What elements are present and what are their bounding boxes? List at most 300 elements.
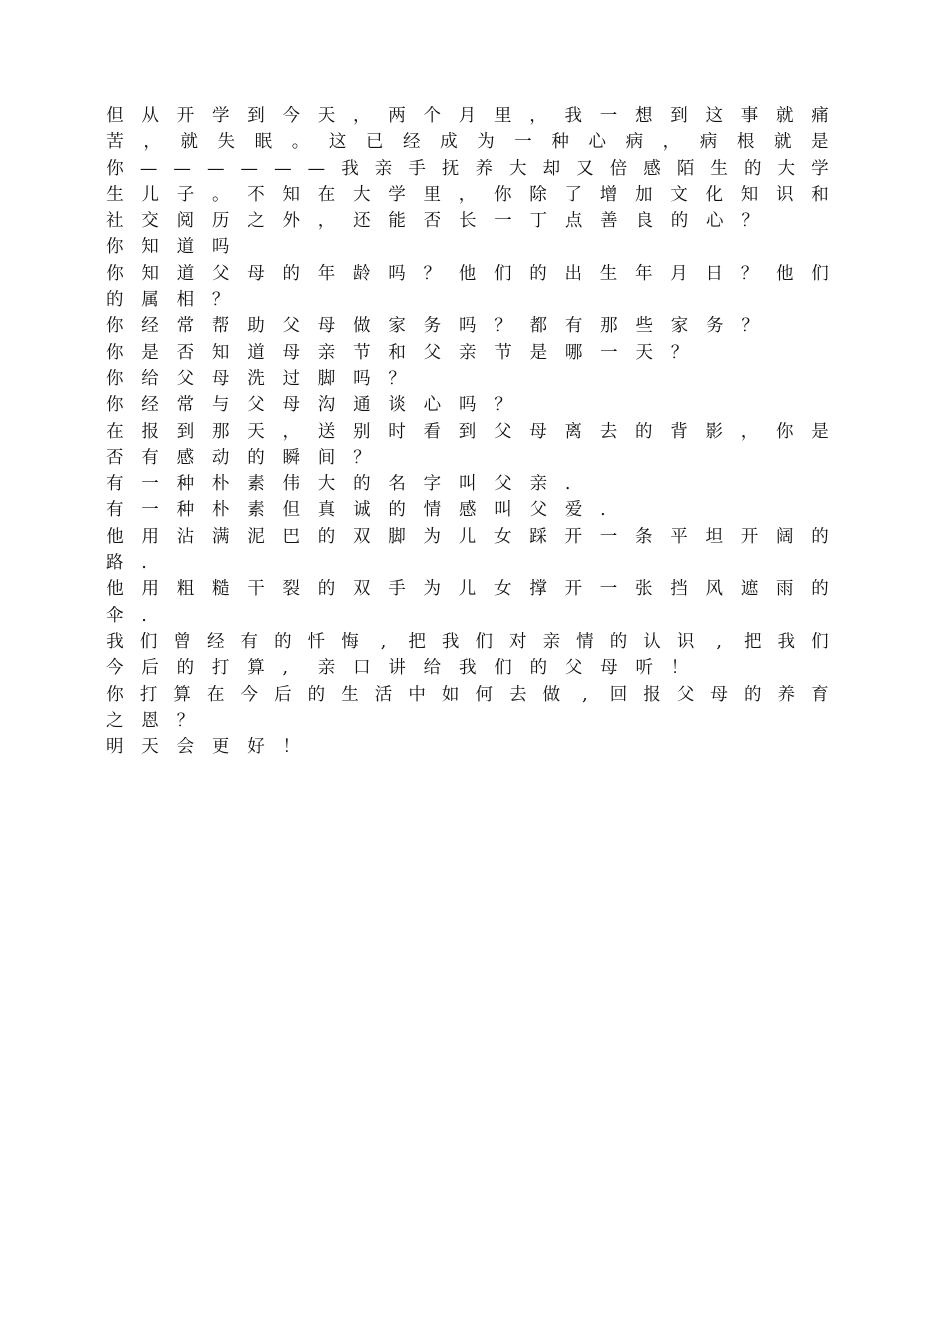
text-char: .: [600, 500, 606, 521]
text-char: 巴: [282, 526, 300, 547]
text-char: 的: [247, 447, 265, 468]
text-char: 的: [274, 631, 292, 652]
text-char: 良: [635, 211, 653, 232]
text-char: 根: [736, 132, 755, 153]
text-line: [106, 419, 829, 445]
text-char: ？: [741, 211, 759, 232]
text-char: 养: [475, 158, 493, 179]
text-char: 抚: [441, 158, 460, 179]
text-char: 叫: [458, 474, 477, 495]
text-char: 口: [353, 658, 371, 679]
text-char: 母: [282, 395, 300, 416]
text-char: 大: [353, 184, 371, 205]
text-char: 今: [240, 684, 258, 705]
text-char: 后: [141, 658, 159, 679]
text-char: 龄: [353, 263, 371, 284]
text-char: 我: [458, 658, 477, 679]
text-char: 用: [141, 579, 159, 600]
text-line: [106, 103, 829, 129]
text-char: 天: [247, 421, 265, 442]
text-char: —: [139, 158, 158, 179]
text-char: 的: [811, 526, 829, 547]
text-char: 今: [106, 658, 124, 679]
text-char: 吗: [458, 395, 477, 416]
text-char: 两: [388, 106, 406, 126]
text-char: 到: [247, 106, 265, 126]
text-char: 的: [317, 526, 336, 547]
text-char: ？: [423, 263, 441, 284]
text-char: 社: [106, 211, 124, 232]
text-char: 这: [328, 132, 347, 153]
text-char: 回: [609, 684, 628, 705]
text-char: 别: [353, 421, 371, 442]
text-char: 成: [440, 132, 458, 153]
text-char: 瞬: [282, 447, 300, 468]
text-char: 经: [141, 395, 159, 416]
text-char: 朴: [211, 500, 230, 521]
text-char: 学: [212, 106, 230, 126]
text-char: 到: [176, 421, 195, 442]
text-line: [106, 392, 829, 418]
text-char: 离: [564, 421, 582, 442]
text-char: 吗: [458, 316, 477, 337]
text-char: 看: [423, 421, 441, 442]
text-char: 一: [600, 342, 618, 363]
text-char: 满: [212, 526, 230, 547]
text-char: 他: [776, 263, 794, 284]
text-char: 就: [773, 132, 792, 153]
text-char: 情: [423, 500, 442, 521]
text-char: 都: [529, 316, 548, 337]
text-char: 你: [106, 684, 124, 705]
text-char: 沟: [317, 395, 336, 416]
text-char: 你: [106, 316, 124, 337]
text-char: 阅: [176, 211, 195, 232]
text-char: 双: [353, 526, 371, 547]
text-char: 病: [699, 132, 718, 153]
text-char: 文: [670, 184, 688, 205]
text-char: ，: [458, 184, 477, 205]
text-line: [106, 497, 829, 523]
text-line: [106, 287, 829, 313]
text-char: 算: [247, 658, 265, 679]
text-char: 但: [282, 500, 300, 521]
text-char: 他: [106, 526, 124, 547]
text-char: 常: [176, 395, 195, 416]
text-char: 为: [423, 526, 441, 547]
text-char: 撑: [529, 579, 547, 600]
text-char: 化: [705, 184, 723, 205]
text-char: 的: [609, 631, 628, 652]
text-char: 父: [494, 474, 512, 495]
text-char: 沾: [176, 526, 195, 547]
text-char: 能: [388, 211, 406, 232]
text-char: —: [173, 158, 191, 179]
text-char: 活: [374, 684, 393, 705]
text-char: 还: [353, 211, 371, 232]
text-char: ，: [353, 106, 371, 126]
text-char: 了: [564, 184, 582, 205]
text-char: 到: [458, 421, 477, 442]
text-char: ,: [282, 658, 289, 679]
text-line: [106, 471, 829, 497]
text-char: ？: [176, 710, 195, 731]
text-char: 粗: [176, 579, 195, 600]
text-char: 务: [423, 316, 442, 337]
text-line: [106, 234, 829, 260]
text-char: 有: [240, 631, 258, 652]
text-char: 道: [247, 342, 265, 363]
text-char: 母: [529, 421, 547, 442]
text-char: 影: [705, 421, 723, 442]
text-char: 亲: [317, 658, 336, 679]
text-line: [106, 445, 829, 471]
text-char: .: [141, 605, 147, 626]
text-char: 我: [777, 631, 795, 652]
text-char: ？: [494, 316, 512, 337]
text-char: 做: [353, 316, 371, 337]
text-char: 打: [211, 658, 230, 679]
text-char: 善: [600, 211, 618, 232]
text-char: 情: [576, 631, 594, 652]
text-char: 的: [176, 658, 195, 679]
text-char: 间: [317, 447, 336, 468]
text-char: 在: [317, 184, 336, 205]
text-char: 开: [740, 526, 759, 547]
text-char: 点: [564, 211, 583, 232]
text-char: 名: [388, 474, 406, 495]
text-line: [106, 129, 829, 155]
text-char: 感: [176, 447, 195, 468]
text-char: 你: [106, 237, 124, 258]
text-char: 讲: [388, 658, 406, 679]
text-char: ，: [317, 211, 336, 232]
text-char: 增: [599, 184, 618, 205]
text-char: 和: [388, 342, 406, 363]
text-char: 踩: [529, 526, 547, 547]
text-char: 是: [811, 421, 829, 442]
text-char: 心: [706, 211, 724, 232]
text-char: 的: [317, 579, 336, 600]
text-char: 谈: [388, 395, 406, 416]
text-char: ，: [529, 106, 547, 126]
text-char: 痛: [811, 106, 829, 126]
text-char: 裂: [282, 579, 300, 600]
text-char: 知: [211, 342, 230, 363]
text-line: [106, 655, 829, 681]
text-line: [106, 629, 829, 655]
text-char: 条: [635, 526, 653, 547]
text-char: 动: [211, 447, 230, 468]
text-char: 母: [282, 342, 300, 363]
text-line: [106, 734, 829, 760]
text-char: 加: [635, 184, 653, 205]
text-char: 的: [635, 421, 653, 442]
text-char: 一: [494, 211, 512, 232]
text-char: 素: [247, 474, 265, 495]
text-char: 是: [529, 342, 548, 363]
text-line: [106, 708, 829, 734]
text-char: 母: [317, 316, 336, 337]
text-char: 学: [388, 184, 406, 205]
text-char: 挡: [670, 579, 688, 600]
text-char: 这: [705, 106, 723, 126]
text-char: 天: [635, 342, 653, 363]
text-char: 认: [643, 631, 661, 652]
text-char: 就: [776, 106, 794, 126]
text-char: 儿: [141, 184, 159, 205]
text-char: 识: [676, 631, 695, 652]
text-char: 忏: [307, 631, 326, 652]
text-char: 母: [710, 684, 728, 705]
text-char: 常: [176, 316, 195, 337]
text-char: 们: [475, 631, 493, 652]
text-char: 亲: [374, 158, 393, 179]
text-char: 爱: [564, 500, 583, 521]
text-char: 知: [141, 263, 159, 284]
text-char: 。: [291, 132, 310, 153]
text-char: 阔: [776, 526, 794, 547]
text-char: 那: [212, 421, 230, 442]
text-char: 的: [353, 474, 371, 495]
text-char: 的: [743, 684, 762, 705]
text-char: 父: [564, 658, 583, 679]
text-char: 如: [441, 684, 460, 705]
text-char: ？: [211, 290, 230, 311]
text-char: —: [274, 158, 292, 179]
text-char: 亲: [529, 474, 548, 495]
text-char: 。: [212, 184, 230, 205]
text-char: 们: [494, 263, 512, 284]
text-char: 过: [282, 368, 300, 389]
text-char: 道: [176, 263, 195, 284]
text-char: 双: [353, 579, 371, 600]
text-char: 生: [599, 263, 618, 284]
text-char: 与: [211, 395, 230, 416]
text-char: .: [564, 474, 571, 495]
text-char: ？: [670, 342, 689, 363]
text-char: 的: [282, 263, 300, 284]
text-char: 一: [599, 579, 618, 600]
text-char: 女: [494, 526, 512, 547]
text-line: [106, 313, 829, 339]
text-char: 伟: [282, 474, 300, 495]
text-char: 月: [458, 106, 477, 126]
text-char: 你: [776, 421, 794, 442]
text-char: ？: [494, 395, 512, 416]
text-char: 长: [458, 211, 477, 232]
text-char: ，: [143, 132, 161, 153]
text-char: 恩: [141, 710, 159, 731]
text-char: 我: [564, 106, 582, 126]
text-char: 之: [106, 710, 124, 731]
text-char: 给: [141, 368, 159, 389]
text-char: 报: [141, 421, 159, 442]
text-char: 节: [494, 342, 512, 363]
text-char: 伞: [106, 605, 124, 626]
text-char: 不: [247, 184, 265, 205]
text-char: 育: [811, 684, 829, 705]
text-char: 的: [106, 290, 124, 311]
text-char: 我: [441, 631, 460, 652]
text-char: 干: [247, 579, 265, 600]
text-char: 报: [643, 684, 661, 705]
text-char: 里: [423, 184, 441, 205]
text-char: 大: [317, 474, 336, 495]
text-char: 母: [247, 263, 265, 284]
text-char: 有: [106, 474, 124, 495]
text-char: 的: [811, 579, 829, 600]
text-char: 平: [670, 526, 688, 547]
text-char: 历: [211, 211, 230, 232]
text-char: 好: [247, 737, 265, 758]
text-char: 大: [777, 158, 795, 179]
text-char: 节: [353, 342, 371, 363]
text-char: 母: [600, 658, 618, 679]
text-char: 路: [106, 553, 124, 574]
text-char: 悔: [341, 631, 359, 652]
text-char: 又: [576, 158, 594, 179]
text-char: 在: [106, 421, 124, 442]
text-char: 你: [106, 342, 124, 363]
text-char: 一: [599, 526, 618, 547]
text-char: 对: [509, 631, 527, 652]
text-line: [106, 156, 829, 182]
text-char: 知: [282, 184, 300, 205]
text-char: 今: [282, 106, 300, 126]
text-char: 知: [740, 184, 759, 205]
text-char: 脚: [317, 368, 336, 389]
text-char: 经: [206, 631, 225, 652]
text-char: 属: [141, 290, 159, 311]
text-char: 生: [341, 684, 359, 705]
text-char: ？: [353, 447, 371, 468]
text-char: 父: [494, 421, 512, 442]
text-char: 助: [247, 316, 265, 337]
text-char: 糙: [212, 579, 230, 600]
text-char: 素: [247, 500, 265, 521]
text-char: 种: [176, 474, 195, 495]
text-char: 家: [670, 316, 689, 337]
text-line: [106, 208, 829, 234]
text-char: 打: [139, 684, 158, 705]
text-char: 日: [705, 263, 723, 284]
text-char: 风: [705, 579, 723, 600]
text-char: 年: [635, 263, 653, 284]
text-char: 明: [106, 737, 124, 758]
text-char: 听: [635, 658, 653, 679]
text-char: 朴: [211, 474, 230, 495]
text-char: 去: [509, 684, 527, 705]
text-char: 有: [141, 447, 159, 468]
text-char: 倍: [609, 158, 628, 179]
text-char: 他: [106, 579, 124, 600]
text-char: 一: [141, 500, 159, 521]
text-char: 送: [317, 421, 336, 442]
text-char: 把: [408, 631, 426, 652]
text-char: ，: [740, 421, 759, 442]
text-char: 大: [509, 158, 527, 179]
text-line: [106, 603, 829, 629]
text-char: 的: [307, 684, 326, 705]
text-char: 他: [458, 263, 477, 284]
text-char: ,: [716, 631, 722, 652]
text-char: 出: [564, 263, 582, 284]
text-char: 种: [551, 132, 569, 153]
text-char: 否: [176, 342, 195, 363]
text-char: 的: [743, 158, 762, 179]
text-char: ！: [282, 737, 300, 758]
text-char: —: [240, 158, 258, 179]
text-char: 丁: [529, 211, 548, 232]
text-char: 坦: [705, 526, 723, 547]
text-line: [106, 524, 829, 550]
text-char: 除: [529, 184, 547, 205]
text-char: 泥: [247, 526, 265, 547]
text-char: 父: [423, 342, 442, 363]
text-char: 你: [106, 368, 124, 389]
text-char: 但: [106, 106, 124, 126]
text-char: 父: [282, 316, 300, 337]
text-char: 你: [106, 395, 124, 416]
text-char: ！: [670, 658, 689, 679]
text-char: 事: [740, 106, 759, 126]
text-char: 病: [625, 132, 644, 153]
text-char: 生: [710, 158, 728, 179]
text-char: 字: [423, 474, 442, 495]
text-char: 父: [676, 684, 695, 705]
text-char: 交: [141, 211, 159, 232]
text-char: 眠: [254, 132, 273, 153]
text-char: 是: [141, 342, 159, 363]
text-char: 你: [106, 263, 124, 284]
text-char: 经: [141, 316, 159, 337]
text-char: 的: [670, 211, 689, 232]
text-char: 到: [670, 106, 688, 126]
text-char: 否: [423, 211, 442, 232]
text-char: 后: [274, 684, 292, 705]
text-char: 我: [106, 631, 124, 652]
text-char: —: [206, 158, 225, 179]
text-char: 一: [599, 106, 618, 126]
text-line: [106, 182, 829, 208]
text-char: 我: [341, 158, 359, 179]
text-char: 亲: [317, 342, 336, 363]
text-char: 却: [542, 158, 561, 179]
text-char: 吗: [211, 237, 230, 258]
text-char: 手: [388, 579, 406, 600]
text-char: 感: [458, 500, 477, 521]
text-char: 道: [176, 237, 195, 258]
text-char: 张: [635, 579, 653, 600]
text-char: .: [141, 553, 147, 574]
text-char: 相: [176, 290, 195, 311]
text-line: [106, 261, 829, 287]
text-char: 做: [542, 684, 561, 705]
text-char: 吗: [388, 263, 406, 284]
text-char: 何: [475, 684, 493, 705]
text-char: 们: [139, 631, 158, 652]
text-char: ，: [282, 421, 300, 442]
text-line: [106, 340, 829, 366]
text-char: 开: [564, 526, 582, 547]
text-char: 背: [670, 421, 688, 442]
text-char: 手: [408, 158, 426, 179]
text-char: 经: [403, 132, 421, 153]
text-char: 的: [529, 263, 547, 284]
text-char: 父: [247, 395, 265, 416]
text-char: 遮: [740, 579, 759, 600]
